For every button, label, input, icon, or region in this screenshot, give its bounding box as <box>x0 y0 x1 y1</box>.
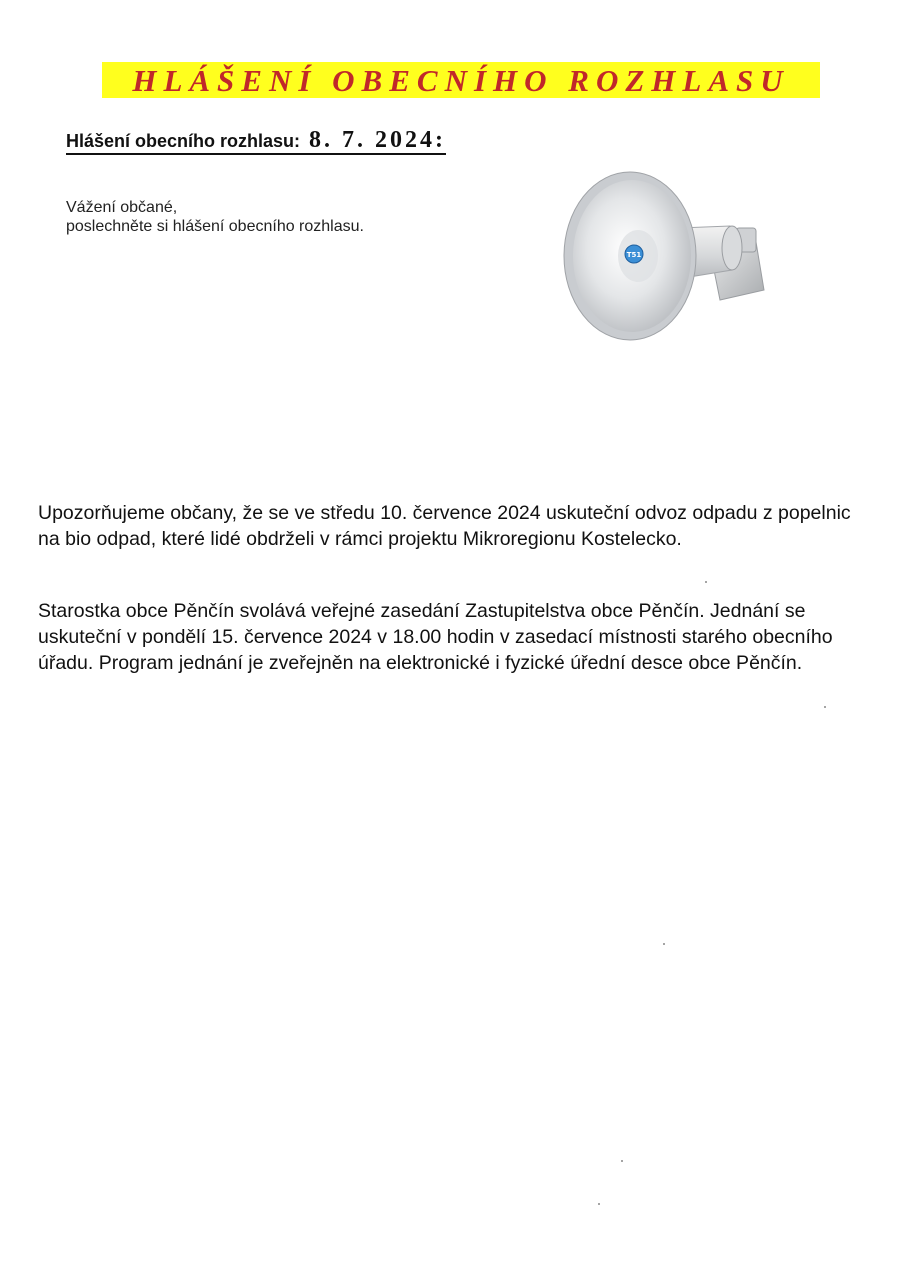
scan-speck <box>663 943 665 945</box>
announcement-heading <box>66 128 446 155</box>
loudspeaker-icon <box>560 168 772 344</box>
announcement-paragraph-2: Starostka obce Pěnčín svolává veřejné zasedání Zastupitelstva obce Pěnčín. Jednání se uskuteční v pondělí 15. července 2024 v 18.00 hodin v zasedací místnosti starého obecního úřadu. Program jednání je zveřejněn na elektronické i fyzické úřední desce obce Pěnčín. <box>38 600 833 674</box>
speaker-badge-label: T51 <box>626 251 642 259</box>
scan-speck <box>598 1203 600 1205</box>
greeting <box>66 198 364 236</box>
scan-speck <box>824 706 826 708</box>
scan-speck <box>705 581 707 583</box>
announcement-date: 8. 7. 2024: <box>300 127 447 153</box>
greeting-line-2: poslechněte si hlášení obecního rozhlasu. <box>66 218 364 235</box>
scan-speck <box>621 1160 623 1162</box>
greeting-line-1: Vážení občané, <box>66 199 178 216</box>
title-banner <box>102 62 820 98</box>
announcement-paragraph-1: Upozorňujeme občany, že se ve středu 10. července 2024 uskuteční odvoz odpadu z popelnic na bio odpad, které lidé obdrželi v rámci projektu Mikroregionu Kostelecko. <box>38 502 851 550</box>
banner-title: HLÁŠENÍ OBECNÍHO ROZHLASU <box>132 62 790 98</box>
announcement-heading-label: Hlášení obecního rozhlasu: <box>66 131 301 151</box>
